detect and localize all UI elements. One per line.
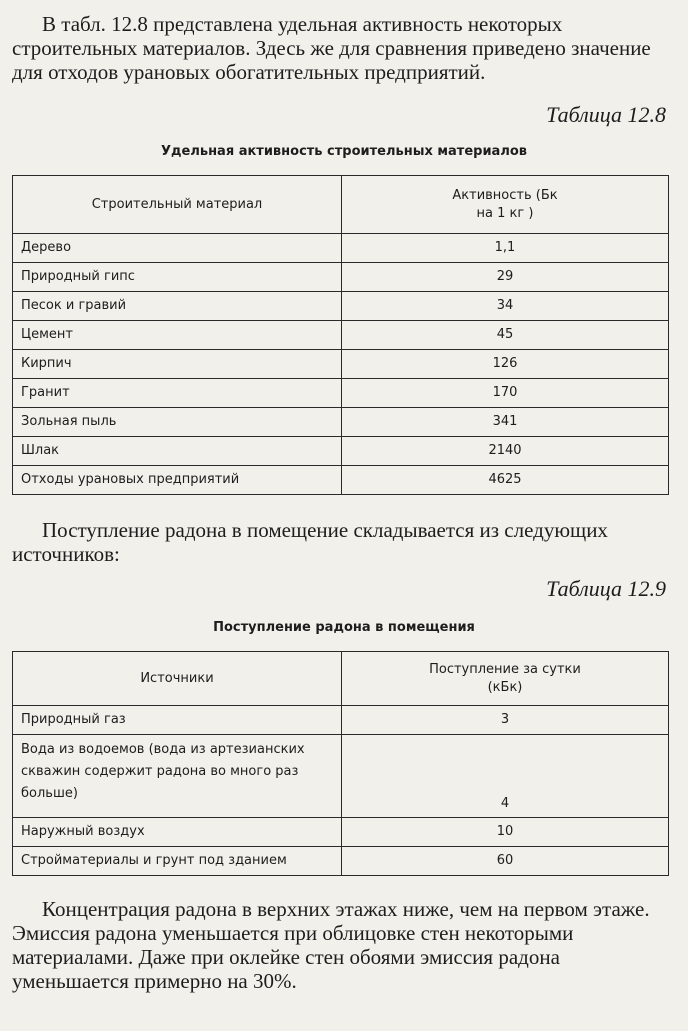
activity-cell: 4625 — [342, 466, 669, 495]
activity-cell: 34 — [342, 292, 669, 321]
column-header-activity — [342, 176, 669, 234]
material-cell: Гранит — [13, 379, 342, 408]
activity-table — [12, 175, 669, 495]
material-cell: Дерево — [13, 234, 342, 263]
material-cell: Песок и гравий — [13, 292, 342, 321]
table-row — [13, 818, 669, 847]
material-cell: Отходы урановых предприятий — [13, 466, 342, 495]
final-paragraph: Концентрация радона в верхних этажах ниже, чем на первом этаже. Эмиссия радона уменьшается при облицовке стен некоторыми материалами. Даже при оклейке стен обоями эмиссия радона уменьшается примерно на 30%. — [12, 897, 650, 993]
table-row — [13, 847, 669, 876]
activity-cell: 45 — [342, 321, 669, 350]
column-header-material: Строительный материал — [13, 176, 342, 234]
table-row — [13, 234, 669, 263]
material-cell: Зольная пыль — [13, 408, 342, 437]
table-row — [13, 263, 669, 292]
amount-cell: 10 — [342, 818, 669, 847]
material-cell: Кирпич — [13, 350, 342, 379]
intro-paragraph: В табл. 12.8 представлена удельная активность некоторых строительных материалов. Здесь же для сравнения приведено значение для отходов урановых обогатительных предприятий. — [12, 12, 651, 84]
column-header-sources: Источники — [13, 652, 342, 706]
table-row — [13, 379, 669, 408]
table-row — [13, 321, 669, 350]
table-12-9-caption: Таблица 12.9 — [546, 576, 666, 601]
table-row — [13, 437, 669, 466]
amount-cell: 3 — [342, 706, 669, 735]
activity-cell: 2140 — [342, 437, 669, 466]
middle-paragraph: Поступление радона в помещение складывается из следующих источников: — [12, 518, 608, 566]
amount-cell: 4 — [342, 735, 669, 818]
table-row — [13, 292, 669, 321]
table-header-row — [13, 652, 669, 706]
table-12-9-title: Поступление радона в помещения — [213, 620, 475, 635]
activity-cell: 29 — [342, 263, 669, 292]
source-cell: Вода из водоемов (вода из артезианских скважин содержит радона во много раз больше) — [13, 735, 342, 818]
source-cell: Наружный воздух — [13, 818, 342, 847]
activity-cell: 126 — [342, 350, 669, 379]
table-row — [13, 408, 669, 437]
table-row — [13, 350, 669, 379]
activity-cell: 170 — [342, 379, 669, 408]
material-cell: Шлак — [13, 437, 342, 466]
activity-header-text: Активность (Бк на 1 кг ) — [452, 187, 558, 221]
source-cell: Стройматериалы и грунт под зданием — [13, 847, 342, 876]
table-row — [13, 466, 669, 495]
activity-cell: 1,1 — [342, 234, 669, 263]
material-cell: Природный гипс — [13, 263, 342, 292]
intake-header-text: Поступление за сутки (кБк) — [429, 661, 581, 695]
column-header-intake — [342, 652, 669, 706]
table-row — [13, 735, 669, 818]
radon-sources-table — [12, 651, 669, 876]
activity-cell: 341 — [342, 408, 669, 437]
amount-cell: 60 — [342, 847, 669, 876]
material-cell: Цемент — [13, 321, 342, 350]
table-header-row — [13, 176, 669, 234]
table-12-8-caption: Таблица 12.8 — [546, 102, 666, 127]
table-12-8-title: Удельная активность строительных материалов — [160, 144, 528, 159]
table-row — [13, 706, 669, 735]
source-cell: Природный газ — [13, 706, 342, 735]
